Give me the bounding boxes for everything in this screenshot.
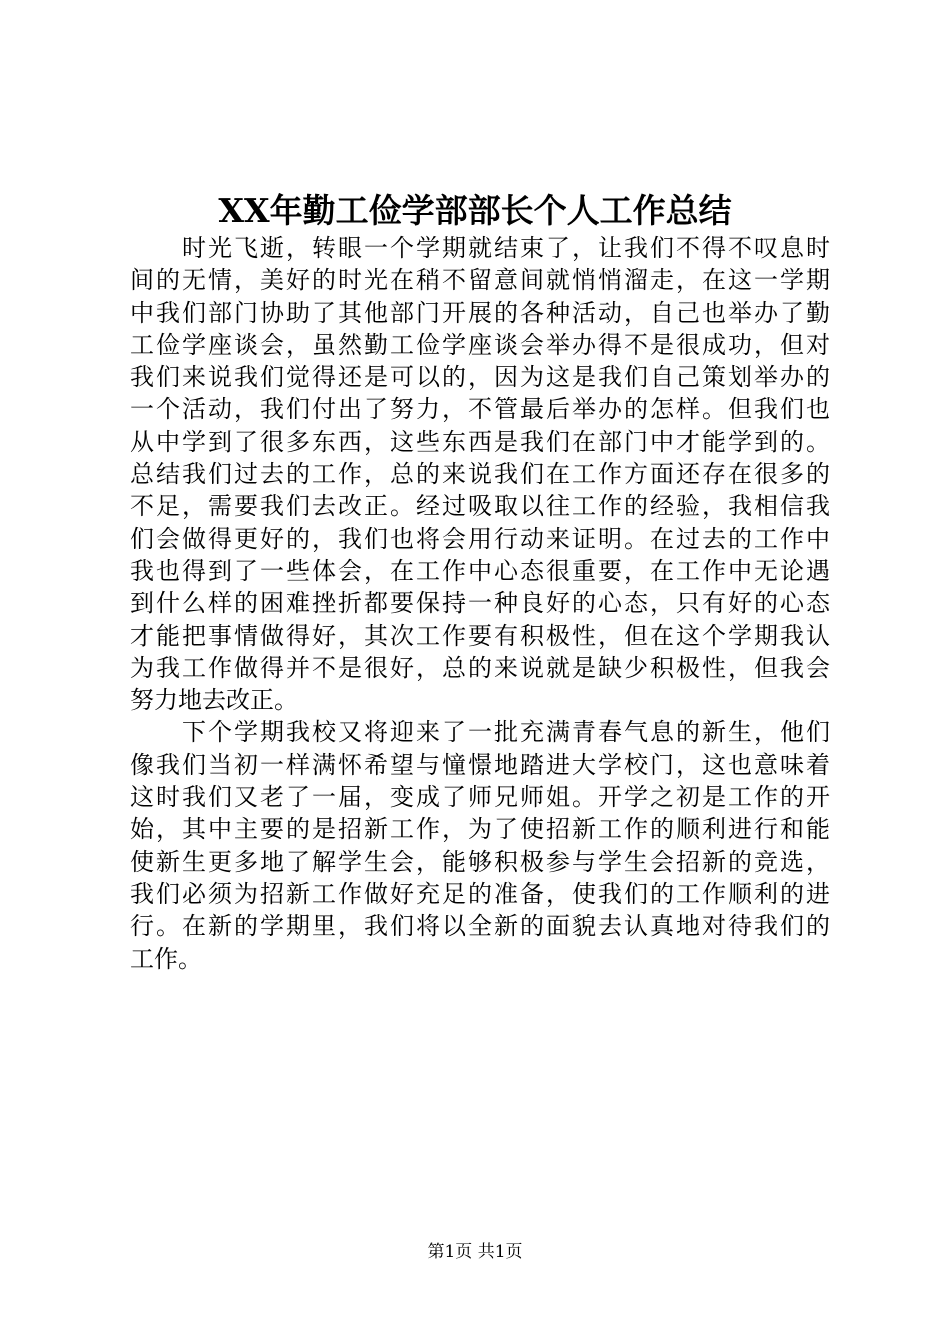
- text-line: 才能把事情做得好，其次工作要有积极性，但在这个学期我认: [130, 621, 830, 650]
- text-line: 这时我们又老了一届，变成了师兄师姐。开学之初是工作的开: [130, 783, 830, 812]
- page-footer: 第1页 共1页: [427, 1242, 523, 1262]
- text-line: 从中学到了很多东西，这些东西是我们在部门中才能学到的。: [130, 427, 830, 456]
- text-line: 到什么样的困难挫折都要保持一种良好的心态，只有好的心态: [130, 589, 830, 618]
- text-line: 中我们部门协助了其他部门开展的各种活动，自己也举办了勤: [130, 298, 830, 327]
- text-line: 下个学期我校又将迎来了一批充满青春气息的新生，他们: [130, 718, 830, 747]
- text-line: 努力地去改正。: [130, 686, 298, 715]
- text-line: 行。在新的学期里，我们将以全新的面貌去认真地对待我们的: [130, 912, 830, 941]
- text-line: 为我工作做得并不是很好，总的来说就是缺少积极性，但我会: [130, 653, 830, 682]
- paragraph-1: [130, 232, 830, 716]
- text-line: 我们必须为招新工作做好充足的准备，使我们的工作顺利的进: [130, 879, 830, 908]
- paragraph-2: [130, 716, 830, 974]
- document-title: XX年勤工俭学部部长个人工作总结: [218, 191, 732, 230]
- text-line: 工俭学座谈会，虽然勤工俭学座谈会举办得不是很成功，但对: [130, 330, 830, 359]
- text-line: 我也得到了一些体会，在工作中心态很重要，在工作中无论遇: [130, 556, 830, 585]
- text-line: 总结我们过去的工作，总的来说我们在工作方面还存在很多的: [130, 460, 830, 489]
- text-line: 工作。: [130, 944, 202, 973]
- text-line: 时光飞逝，转眼一个学期就结束了，让我们不得不叹息时: [130, 234, 830, 262]
- document-body: [130, 232, 830, 975]
- text-line: 不足，需要我们去改正。经过吸取以往工作的经验，我相信我: [130, 492, 830, 521]
- text-line: 使新生更多地了解学生会，能够积极参与学生会招新的竞选，: [130, 847, 830, 876]
- text-line: 像我们当初一样满怀希望与憧憬地踏进大学校门，这也意味着: [130, 750, 830, 779]
- text-line: 间的无情，美好的时光在稍不留意间就悄悄溜走，在这一学期: [130, 266, 830, 295]
- text-line: 一个活动，我们付出了努力，不管最后举办的怎样。但我们也: [130, 395, 830, 424]
- text-line: 始，其中主要的是招新工作，为了使招新工作的顺利进行和能: [130, 815, 830, 844]
- text-line: 我们来说我们觉得还是可以的，因为这是我们自己策划举办的: [130, 363, 830, 392]
- text-line: 们会做得更好的，我们也将会用行动来证明。在过去的工作中: [130, 524, 830, 553]
